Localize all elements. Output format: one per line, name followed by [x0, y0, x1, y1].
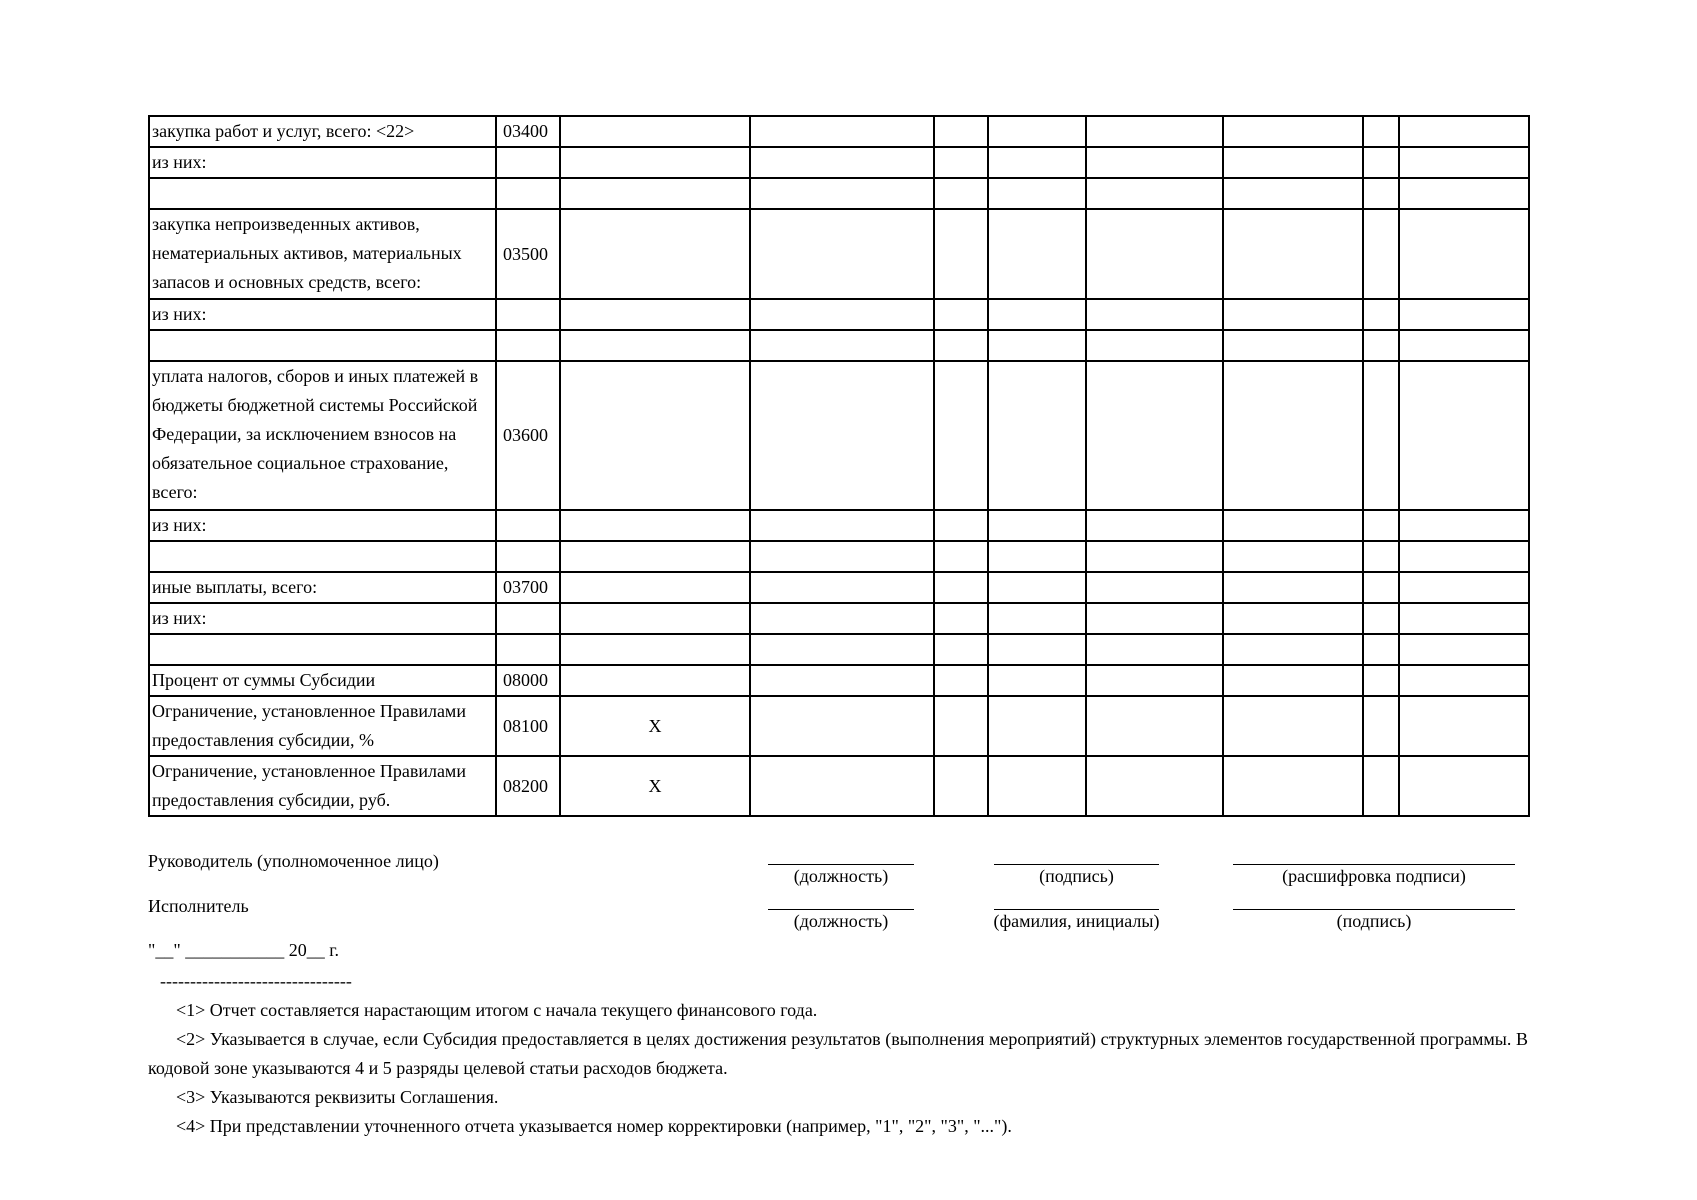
row-value-cell — [934, 147, 988, 178]
row-value-cell — [1223, 572, 1363, 603]
row-value-cell — [988, 330, 1086, 361]
row-value-cell — [1223, 510, 1363, 541]
row-value-cell — [560, 330, 750, 361]
table-row — [149, 209, 1529, 299]
row-value-cell — [988, 665, 1086, 696]
executor-signature-line — [1233, 909, 1515, 910]
head-decoding-caption: (расшифровка подписи) — [1282, 866, 1466, 886]
row-value-cell — [1399, 634, 1529, 665]
footnote-2: <2> Указывается в случае, если Субсидия предоставляется в целях достижения результатов (выполнения мероприятий) структурных элементов государственной программы. В кодовой зоне указываются 4 и 5 разряды целевой статьи расходов бюджета. — [148, 1029, 1528, 1078]
row-value-cell — [750, 665, 934, 696]
executor-signature-caption: (подпись) — [1336, 911, 1412, 931]
row-value-cell — [560, 178, 750, 209]
row-value-cell — [750, 147, 934, 178]
row-value-cell — [750, 603, 934, 634]
row-value-cell — [1363, 209, 1399, 299]
row-code — [496, 147, 560, 178]
row-value-cell — [1399, 116, 1529, 147]
row-value-cell — [1223, 603, 1363, 634]
row-value-cell — [560, 147, 750, 178]
table-row — [149, 541, 1529, 572]
row-value-cell — [1363, 299, 1399, 330]
row-value-cell — [750, 756, 934, 816]
row-value-cell — [1223, 541, 1363, 572]
row-value-cell — [988, 178, 1086, 209]
row-value-cell — [1363, 510, 1399, 541]
row-value-cell — [560, 665, 750, 696]
row-code — [496, 634, 560, 665]
head-signature-line — [994, 864, 1159, 865]
row-label: уплата налогов, сборов и иных платежей в бюджеты бюджетной системы Российской Федерации, за исключением взносов на обязательное социальное страхование, всего: — [149, 361, 496, 510]
row-value-cell — [934, 603, 988, 634]
row-value-cell — [750, 541, 934, 572]
row-value-cell — [1086, 756, 1223, 816]
row-value-cell — [1086, 299, 1223, 330]
row-value-cell — [1086, 665, 1223, 696]
row-code: 08200 — [496, 756, 560, 816]
row-value-cell — [934, 665, 988, 696]
row-value-cell — [988, 147, 1086, 178]
row-value-cell — [750, 634, 934, 665]
row-value-cell — [1399, 147, 1529, 178]
row-value-cell — [1363, 572, 1399, 603]
row-label: Процент от суммы Субсидии — [149, 665, 496, 696]
row-value-cell — [1399, 603, 1529, 634]
row-value-cell — [1399, 209, 1529, 299]
row-value-cell — [934, 541, 988, 572]
row-value-cell — [750, 572, 934, 603]
row-value-cell — [560, 603, 750, 634]
row-value-cell — [560, 361, 750, 510]
row-value-cell — [560, 116, 750, 147]
row-label — [149, 541, 496, 572]
row-value-cell — [1086, 603, 1223, 634]
row-value-cell — [1223, 665, 1363, 696]
row-value-cell — [1399, 361, 1529, 510]
row-code — [496, 541, 560, 572]
row-value-cell — [1363, 603, 1399, 634]
row-value-cell — [1223, 178, 1363, 209]
row-value-cell — [750, 299, 934, 330]
row-value-cell: X — [560, 696, 750, 756]
row-code: 03700 — [496, 572, 560, 603]
row-code: 08000 — [496, 665, 560, 696]
row-code — [496, 603, 560, 634]
row-value-cell — [1223, 299, 1363, 330]
head-signature-caption: (подпись) — [1039, 866, 1114, 886]
row-value-cell — [934, 756, 988, 816]
row-value-cell — [988, 510, 1086, 541]
row-code — [496, 330, 560, 361]
row-value-cell — [1086, 541, 1223, 572]
row-value-cell — [934, 634, 988, 665]
row-value-cell — [1399, 572, 1529, 603]
row-value-cell — [988, 541, 1086, 572]
row-label — [149, 634, 496, 665]
row-value-cell — [1399, 330, 1529, 361]
row-value-cell — [750, 330, 934, 361]
row-value-cell — [560, 572, 750, 603]
row-value-cell — [988, 361, 1086, 510]
row-value-cell — [1223, 756, 1363, 816]
table-row — [149, 116, 1529, 147]
row-value-cell — [988, 634, 1086, 665]
row-value-cell — [560, 510, 750, 541]
row-value-cell — [1399, 756, 1529, 816]
report-table — [148, 115, 1530, 817]
row-value-cell — [1086, 209, 1223, 299]
row-value-cell — [988, 116, 1086, 147]
row-value-cell — [1086, 147, 1223, 178]
row-value-cell — [934, 178, 988, 209]
row-value-cell — [1363, 541, 1399, 572]
footnote-separator: -------------------------------- — [160, 971, 352, 991]
table-row — [149, 147, 1529, 178]
row-value-cell — [934, 299, 988, 330]
row-value-cell — [1363, 696, 1399, 756]
row-label: Ограничение, установленное Правилами предоставления субсидии, % — [149, 696, 496, 756]
head-decoding-line — [1233, 864, 1515, 865]
row-value-cell — [1399, 665, 1529, 696]
executor-position-line — [768, 909, 914, 910]
row-value-cell — [1399, 178, 1529, 209]
row-value-cell — [560, 299, 750, 330]
table-row — [149, 510, 1529, 541]
row-value-cell — [1223, 147, 1363, 178]
row-value-cell — [934, 116, 988, 147]
row-code: 03600 — [496, 361, 560, 510]
row-code: 08100 — [496, 696, 560, 756]
row-value-cell — [560, 541, 750, 572]
table-row — [149, 634, 1529, 665]
row-label: из них: — [149, 299, 496, 330]
row-value-cell — [1086, 696, 1223, 756]
row-value-cell — [1086, 361, 1223, 510]
row-value-cell — [560, 209, 750, 299]
date-line: "__" ___________ 20__ г. — [148, 940, 340, 960]
row-value-cell — [934, 209, 988, 299]
row-label: закупка непроизведенных активов, нематериальных активов, материальных запасов и основных средств, всего: — [149, 209, 496, 299]
row-value-cell — [1086, 510, 1223, 541]
row-label: из них: — [149, 147, 496, 178]
head-label: Руководитель (уполномоченное лицо) — [148, 851, 439, 871]
row-value-cell — [1363, 330, 1399, 361]
row-value-cell — [1086, 178, 1223, 209]
row-value-cell — [1363, 665, 1399, 696]
row-value-cell — [988, 299, 1086, 330]
row-value-cell — [1086, 330, 1223, 361]
row-value-cell — [1363, 756, 1399, 816]
row-code — [496, 299, 560, 330]
row-value-cell — [1399, 299, 1529, 330]
table-row — [149, 178, 1529, 209]
row-code: 03500 — [496, 209, 560, 299]
table-row — [149, 696, 1529, 756]
row-label: закупка работ и услуг, всего: <22> — [149, 116, 496, 147]
row-value-cell — [1223, 696, 1363, 756]
head-position-line — [768, 864, 914, 865]
row-label: из них: — [149, 510, 496, 541]
row-value-cell — [1363, 147, 1399, 178]
head-position-caption: (должность) — [793, 866, 889, 886]
row-value-cell — [988, 756, 1086, 816]
row-value-cell — [988, 572, 1086, 603]
row-value-cell — [988, 696, 1086, 756]
row-value-cell — [1223, 330, 1363, 361]
row-value-cell — [750, 696, 934, 756]
row-value-cell — [1086, 572, 1223, 603]
row-value-cell — [750, 361, 934, 510]
row-value-cell: X — [560, 756, 750, 816]
footnote-3: <3> Указываются реквизиты Соглашения. — [176, 1087, 499, 1107]
table-row — [149, 665, 1529, 696]
executor-name-line — [994, 909, 1159, 910]
row-value-cell — [934, 696, 988, 756]
row-value-cell — [750, 209, 934, 299]
table-row — [149, 330, 1529, 361]
row-value-cell — [1399, 510, 1529, 541]
row-value-cell — [1363, 116, 1399, 147]
row-value-cell — [1363, 361, 1399, 510]
row-label — [149, 330, 496, 361]
row-value-cell — [750, 178, 934, 209]
row-value-cell — [934, 330, 988, 361]
row-label: Ограничение, установленное Правилами предоставления субсидии, руб. — [149, 756, 496, 816]
executor-name-caption: (фамилия, инициалы) — [993, 911, 1160, 931]
row-label: из них: — [149, 603, 496, 634]
executor-label: Исполнитель — [148, 896, 249, 916]
table-row — [149, 299, 1529, 330]
row-label: иные выплаты, всего: — [149, 572, 496, 603]
table-row — [149, 361, 1529, 510]
row-value-cell — [750, 116, 934, 147]
row-value-cell — [1363, 178, 1399, 209]
footnote-4: <4> При представлении уточненного отчета указывается номер корректировки (например, "1", "2", "3", "..."). — [176, 1116, 1012, 1136]
row-value-cell — [750, 510, 934, 541]
row-code: 03400 — [496, 116, 560, 147]
row-value-cell — [1399, 541, 1529, 572]
row-code — [496, 510, 560, 541]
row-code — [496, 178, 560, 209]
row-value-cell — [934, 361, 988, 510]
row-value-cell — [560, 634, 750, 665]
row-value-cell — [1086, 116, 1223, 147]
row-value-cell — [1223, 209, 1363, 299]
row-value-cell — [988, 209, 1086, 299]
row-value-cell — [1086, 634, 1223, 665]
footnote-1: <1> Отчет составляется нарастающим итогом с начала текущего финансового года. — [176, 1000, 818, 1020]
executor-position-caption: (должность) — [793, 911, 889, 931]
row-label — [149, 178, 496, 209]
table-row — [149, 572, 1529, 603]
row-value-cell — [934, 510, 988, 541]
row-value-cell — [988, 603, 1086, 634]
row-value-cell — [1223, 116, 1363, 147]
row-value-cell — [934, 572, 988, 603]
table-row — [149, 756, 1529, 816]
row-value-cell — [1363, 634, 1399, 665]
row-value-cell — [1223, 634, 1363, 665]
table-row — [149, 603, 1529, 634]
row-value-cell — [1399, 696, 1529, 756]
row-value-cell — [1223, 361, 1363, 510]
